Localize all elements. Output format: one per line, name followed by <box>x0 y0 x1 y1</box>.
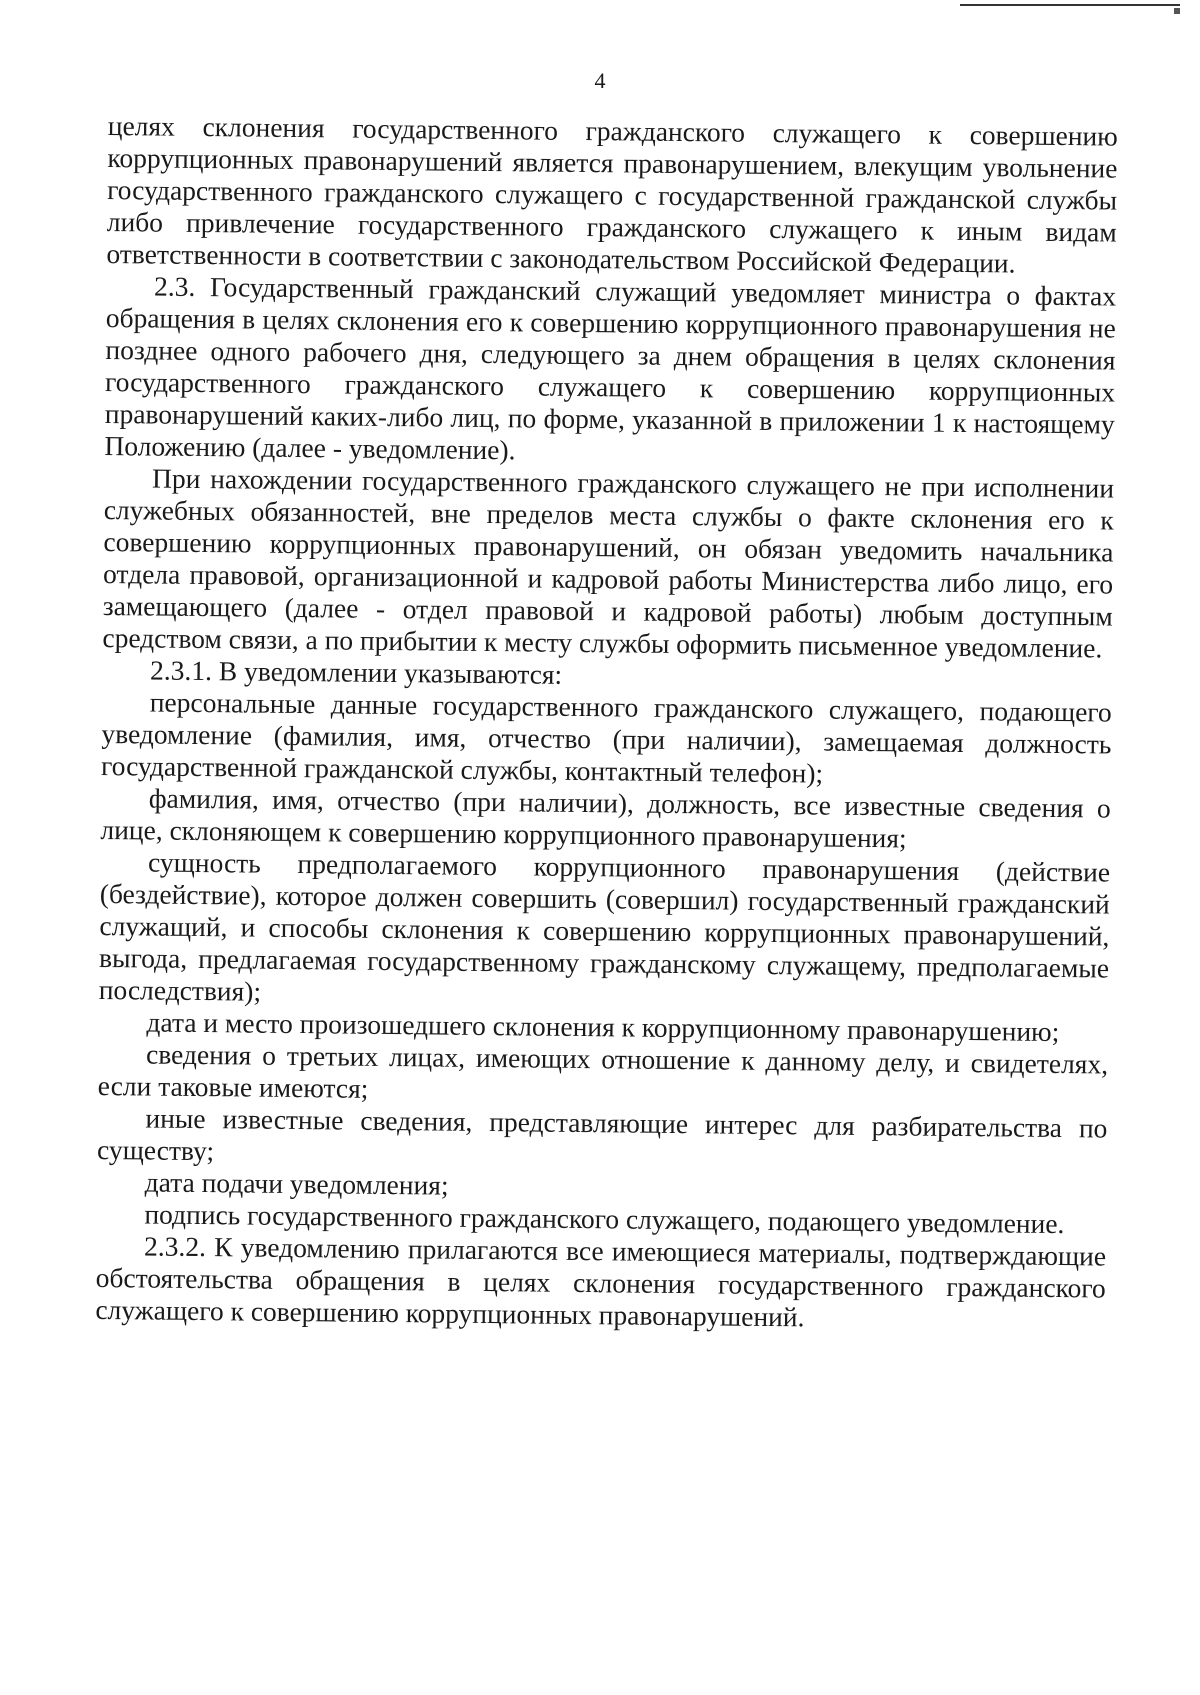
list-item-personal-data: персональные данные государственного гражданского служащего, подающего уведомление (фамилия, имя, отчество (при наличии), замещаемая должность государственной гражданской службы, контактный телефон); <box>100 686 1112 789</box>
scan-artifact-line <box>960 4 1180 6</box>
scan-artifact-mark <box>1174 8 1180 14</box>
paragraph-2-3-1: 2.3.1. В уведомлении указываются: <box>149 654 563 690</box>
list-item-signature: подпись государственного гражданского служащего, подающего уведомление. <box>144 1198 1065 1240</box>
paragraph-continuation: целях склонения государственного гражданского служащего к совершению коррупционных правонарушений является правонарушением, влекущим увольнение государственного гражданского служащего с государственной гражданской службы либо привлечение государственного гражданского служащего к иным видам ответственности в соответствии с законодательством Российской Федерации. <box>106 110 1118 279</box>
list-item-third-parties: сведения о третьих лицах, имеющих отношение к данному делу, и свидетелях, если таковые имеются; <box>97 1038 1109 1104</box>
paragraph-2-3-2: 2.3.2. К уведомлению прилагаются все имеющиеся материалы, подтверждающие обстоятельства обращения в целях склонения государственного гражданского служащего к совершению коррупционных правонарушений. <box>95 1230 1107 1333</box>
list-item-date-place: дата и место произошедшего склонения к коррупционному правонарушению; <box>146 1006 1060 1048</box>
document-body <box>95 110 1118 1337</box>
paragraph-off-duty-notice: При нахождении государственного гражданского служащего не при исполнении служебных обязанностей, вне пределов места службы о факте склонения его к совершению коррупционных правонарушений, он обязан уведомить начальника отдела правовой, организационной и кадровой работы Министерства либо лицо, его замещающего (далее - отдел правовой и кадровой работы) любым доступным средством связи, а по прибытии к месту службы оформить письменное уведомление. <box>102 462 1115 664</box>
list-item-other-info: иные известные сведения, представляющие интерес для разбирательства по существу; <box>96 1102 1108 1167</box>
list-item-submission-date: дата подачи уведомления; <box>144 1166 449 1201</box>
page-number: 4 <box>594 68 606 93</box>
list-item-offense-essence: сущность предполагаемого коррупционного правонарушения (действие (бездействие), которое должен совершить (совершил) государственный гражданский служащий, и способы склонения к совершению коррупционных правонарушений, выгода, предлагаемая государственному гражданскому служащему, предполагаемые последствия); <box>98 846 1111 1007</box>
list-item-inducer-info: фамилия, имя, отчество (при наличии), должность, все известные сведения о лице, склоняющем к совершению коррупционного правонарушения; <box>100 782 1111 854</box>
paragraph-2-3: 2.3. Государственный гражданский служащий уведомляет министра о фактах обращения в целях склонения его к совершению коррупционного правонарушения не позднее одного рабочего дня, следующего за днем обращения в целях склонения государственного гражданского служащего к совершению коррупционных правонарушений каких-либо лиц, по форме, указанной в приложении 1 к настоящему Положению (далее - уведомление). <box>104 270 1117 466</box>
